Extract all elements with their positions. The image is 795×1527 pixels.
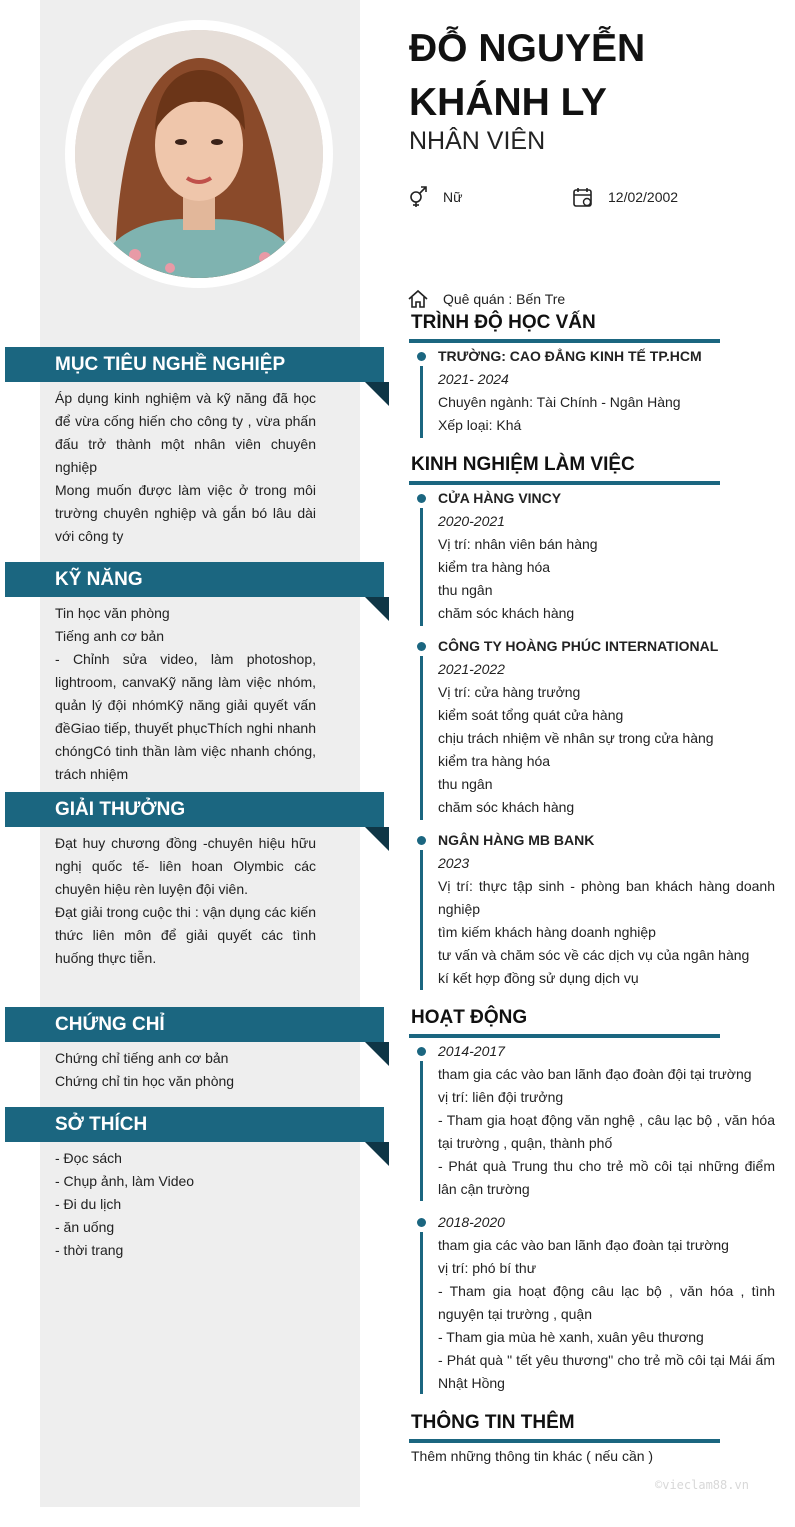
entry-date: 2014-2017 xyxy=(438,1043,505,1059)
hobby-item: - Đi du lịch xyxy=(55,1196,122,1212)
timeline-line xyxy=(420,508,423,626)
timeline-dot xyxy=(417,494,426,503)
entry-company: CỬA HÀNG VINCY xyxy=(438,490,562,506)
banner-fold xyxy=(365,827,389,851)
hobby-item: - ăn uống xyxy=(55,1219,115,1235)
entry-line: tham gia các vào ban lãnh đạo đoàn đội tại trường xyxy=(438,1066,752,1082)
hobby-item: - Chụp ảnh, làm Video xyxy=(55,1173,195,1189)
certificates-title: CHỨNG CHỈ xyxy=(55,1014,165,1035)
entry-line: - Tham gia mùa hè xanh, xuân yêu thương xyxy=(438,1329,704,1345)
entry-line: chăm sóc khách hàng xyxy=(438,799,575,815)
timeline-line xyxy=(420,1061,423,1201)
certificates-text xyxy=(55,1047,316,1093)
hobbies-title: SỞ THÍCH xyxy=(55,1114,148,1135)
timeline-line xyxy=(420,1232,423,1394)
education-title: TRÌNH ĐỘ HỌC VẤN xyxy=(411,312,596,333)
entry-line: vị trí: liên đội trưởng xyxy=(438,1089,564,1105)
hobby-item: - Đọc sách xyxy=(55,1150,122,1166)
timeline-line xyxy=(420,850,423,990)
experience-entry xyxy=(438,487,775,625)
entry-date: 2021- 2024 xyxy=(438,371,509,387)
birthdate-value: 12/02/2002 xyxy=(608,189,679,205)
entry-company: CÔNG TY HOÀNG PHÚC INTERNATIONAL xyxy=(438,638,719,654)
home-icon xyxy=(407,288,429,310)
entry-line: vị trí: phó bí thư xyxy=(438,1260,537,1276)
award-item: Đạt huy chương đồng -chuyên hiệu hữu nghị quốc tế- liên hoan Olymbic các chuyên hiệu rèn luyện đội viên. xyxy=(55,835,316,897)
banner-fold xyxy=(365,1142,389,1166)
entry-date: 2021-2022 xyxy=(438,661,505,677)
banner-fold xyxy=(365,597,389,621)
avatar-photo xyxy=(75,30,323,278)
entry-line: Vị trí: nhân viên bán hàng xyxy=(438,536,598,552)
experience-entry xyxy=(438,635,775,819)
timeline-dot xyxy=(417,352,426,361)
objective-title: MỤC TIÊU NGHỀ NGHIỆP xyxy=(55,354,286,375)
objective-paragraph: Mong muốn được làm việc ở trong môi trường chuyên nghiệp và gắn bó lâu dài với công ty xyxy=(55,482,316,544)
entry-date: 2023 xyxy=(438,855,470,871)
experience-rule xyxy=(409,481,720,485)
portrait-illustration xyxy=(75,30,323,278)
entry-line: tìm kiếm khách hàng doanh nghiệp xyxy=(438,924,656,940)
calendar-icon xyxy=(572,186,594,208)
skill-item: Tin học văn phòng xyxy=(55,605,170,621)
activities-rule xyxy=(409,1034,720,1038)
entry-line: kiểm soát tổng quát cửa hàng xyxy=(438,707,624,723)
objective-paragraph: Áp dụng kinh nghiệm và kỹ năng đã học để vừa cống hiến cho công ty , vừa phấn đấu trở thành một nhân viên chuyên nghiệp xyxy=(55,390,316,475)
certificates-banner xyxy=(5,1007,384,1042)
skill-item: Tiếng anh cơ bản xyxy=(55,628,165,644)
entry-line: Vị trí: cửa hàng trưởng xyxy=(438,684,581,700)
extra-text: Thêm những thông tin khác ( nếu cần ) xyxy=(411,1448,654,1464)
certificate-item: Chứng chỉ tiếng anh cơ bản xyxy=(55,1050,229,1066)
entry-line: thu ngân xyxy=(438,582,493,598)
extra-rule xyxy=(409,1439,720,1443)
awards-title: GIẢI THƯỞNG xyxy=(55,799,186,820)
certificate-item: Chứng chỉ tin học văn phòng xyxy=(55,1073,235,1089)
entry-line: Vị trí: thực tập sinh - phòng ban khách hàng doanh nghiệp xyxy=(438,878,775,917)
activity-entry xyxy=(438,1040,775,1201)
entry-line: Chuyên ngành: Tài Chính - Ngân Hàng xyxy=(438,394,681,410)
entry-line: chịu trách nhiệm về nhân sự trong cửa hàng xyxy=(438,730,714,746)
entry-line: - Tham gia hoạt động văn nghệ , câu lạc bộ , văn hóa tại trường , quận, thành phố xyxy=(438,1112,775,1151)
entry-company: NGÂN HÀNG MB BANK xyxy=(438,832,595,848)
avatar xyxy=(65,20,333,288)
entry-line: kiểm tra hàng hóa xyxy=(438,753,551,769)
hobbies-banner xyxy=(5,1107,384,1142)
timeline-dot xyxy=(417,642,426,651)
watermark: ©vieclam88.vn xyxy=(655,1478,749,1492)
awards-banner xyxy=(5,792,384,827)
education-rule xyxy=(409,339,720,343)
activities-title: HOẠT ĐỘNG xyxy=(411,1007,528,1028)
experience-title: KINH NGHIỆM LÀM VIỆC xyxy=(411,454,635,475)
entry-line: tham gia các vào ban lãnh đạo đoàn tại trường xyxy=(438,1237,729,1253)
education-entry xyxy=(438,345,775,437)
job-title: NHÂN VIÊN xyxy=(409,127,546,155)
skill-item: - Chỉnh sửa video, làm photoshop, lightroom, canvaKỹ năng làm việc nhóm, quản lý đội nhómKỹ năng giải quyết vấn đềGiao tiếp, thuyết phụcThích nghi nhanh chóngCó tinh thần làm việc nhanh chóng, trách nhiệm xyxy=(55,651,316,782)
entry-line: - Tham gia hoạt động câu lạc bộ , văn hóa , tình nguyện tại trường , quận xyxy=(438,1283,775,1322)
activity-entry xyxy=(438,1211,775,1395)
objective-banner xyxy=(5,347,384,382)
gender-icon xyxy=(408,186,430,208)
skills-banner xyxy=(5,562,384,597)
entry-school: TRƯỜNG: CAO ĐẲNG KINH TẾ TP.HCM xyxy=(438,348,702,364)
hometown-value: Quê quán : Bến Tre xyxy=(443,291,566,307)
timeline-dot xyxy=(417,1218,426,1227)
extra-title: THÔNG TIN THÊM xyxy=(411,1412,575,1433)
hobby-item: - thời trang xyxy=(55,1242,124,1258)
entry-line: thu ngân xyxy=(438,776,493,792)
awards-text xyxy=(55,832,316,970)
entry-date: 2018-2020 xyxy=(438,1214,505,1230)
banner-fold xyxy=(365,382,389,406)
timeline-line xyxy=(420,656,423,820)
entry-line: - Phát quà " tết yêu thương" cho trẻ mồ côi tại Mái ấm Nhật Hồng xyxy=(438,1352,775,1391)
experience-entry xyxy=(438,829,775,990)
skills-text xyxy=(55,602,316,786)
timeline-dot xyxy=(417,836,426,845)
candidate-name: ĐỖ NGUYỄN KHÁNH LY xyxy=(409,27,646,124)
timeline-line xyxy=(420,366,423,438)
objective-text xyxy=(55,387,316,548)
gender-value: Nữ xyxy=(443,189,463,205)
entry-line: Xếp loại: Khá xyxy=(438,417,522,433)
entry-line: kiểm tra hàng hóa xyxy=(438,559,551,575)
entry-line: kí kết hợp đồng sử dụng dịch vụ xyxy=(438,970,639,986)
entry-line: - Phát quà Trung thu cho trẻ mồ côi tại những điểm lân cận trường xyxy=(438,1158,775,1197)
award-item: Đạt giải trong cuộc thi : vận dụng các kiến thức liên môn để giải quyết các tình huống thực tiễn. xyxy=(55,904,316,966)
banner-fold xyxy=(365,1042,389,1066)
timeline-dot xyxy=(417,1047,426,1056)
skills-title: KỸ NĂNG xyxy=(55,569,143,590)
entry-line: tư vấn và chăm sóc về các dịch vụ của ngân hàng xyxy=(438,947,750,963)
entry-date: 2020-2021 xyxy=(438,513,505,529)
entry-line: chăm sóc khách hàng xyxy=(438,605,575,621)
hobbies-text xyxy=(55,1147,316,1262)
